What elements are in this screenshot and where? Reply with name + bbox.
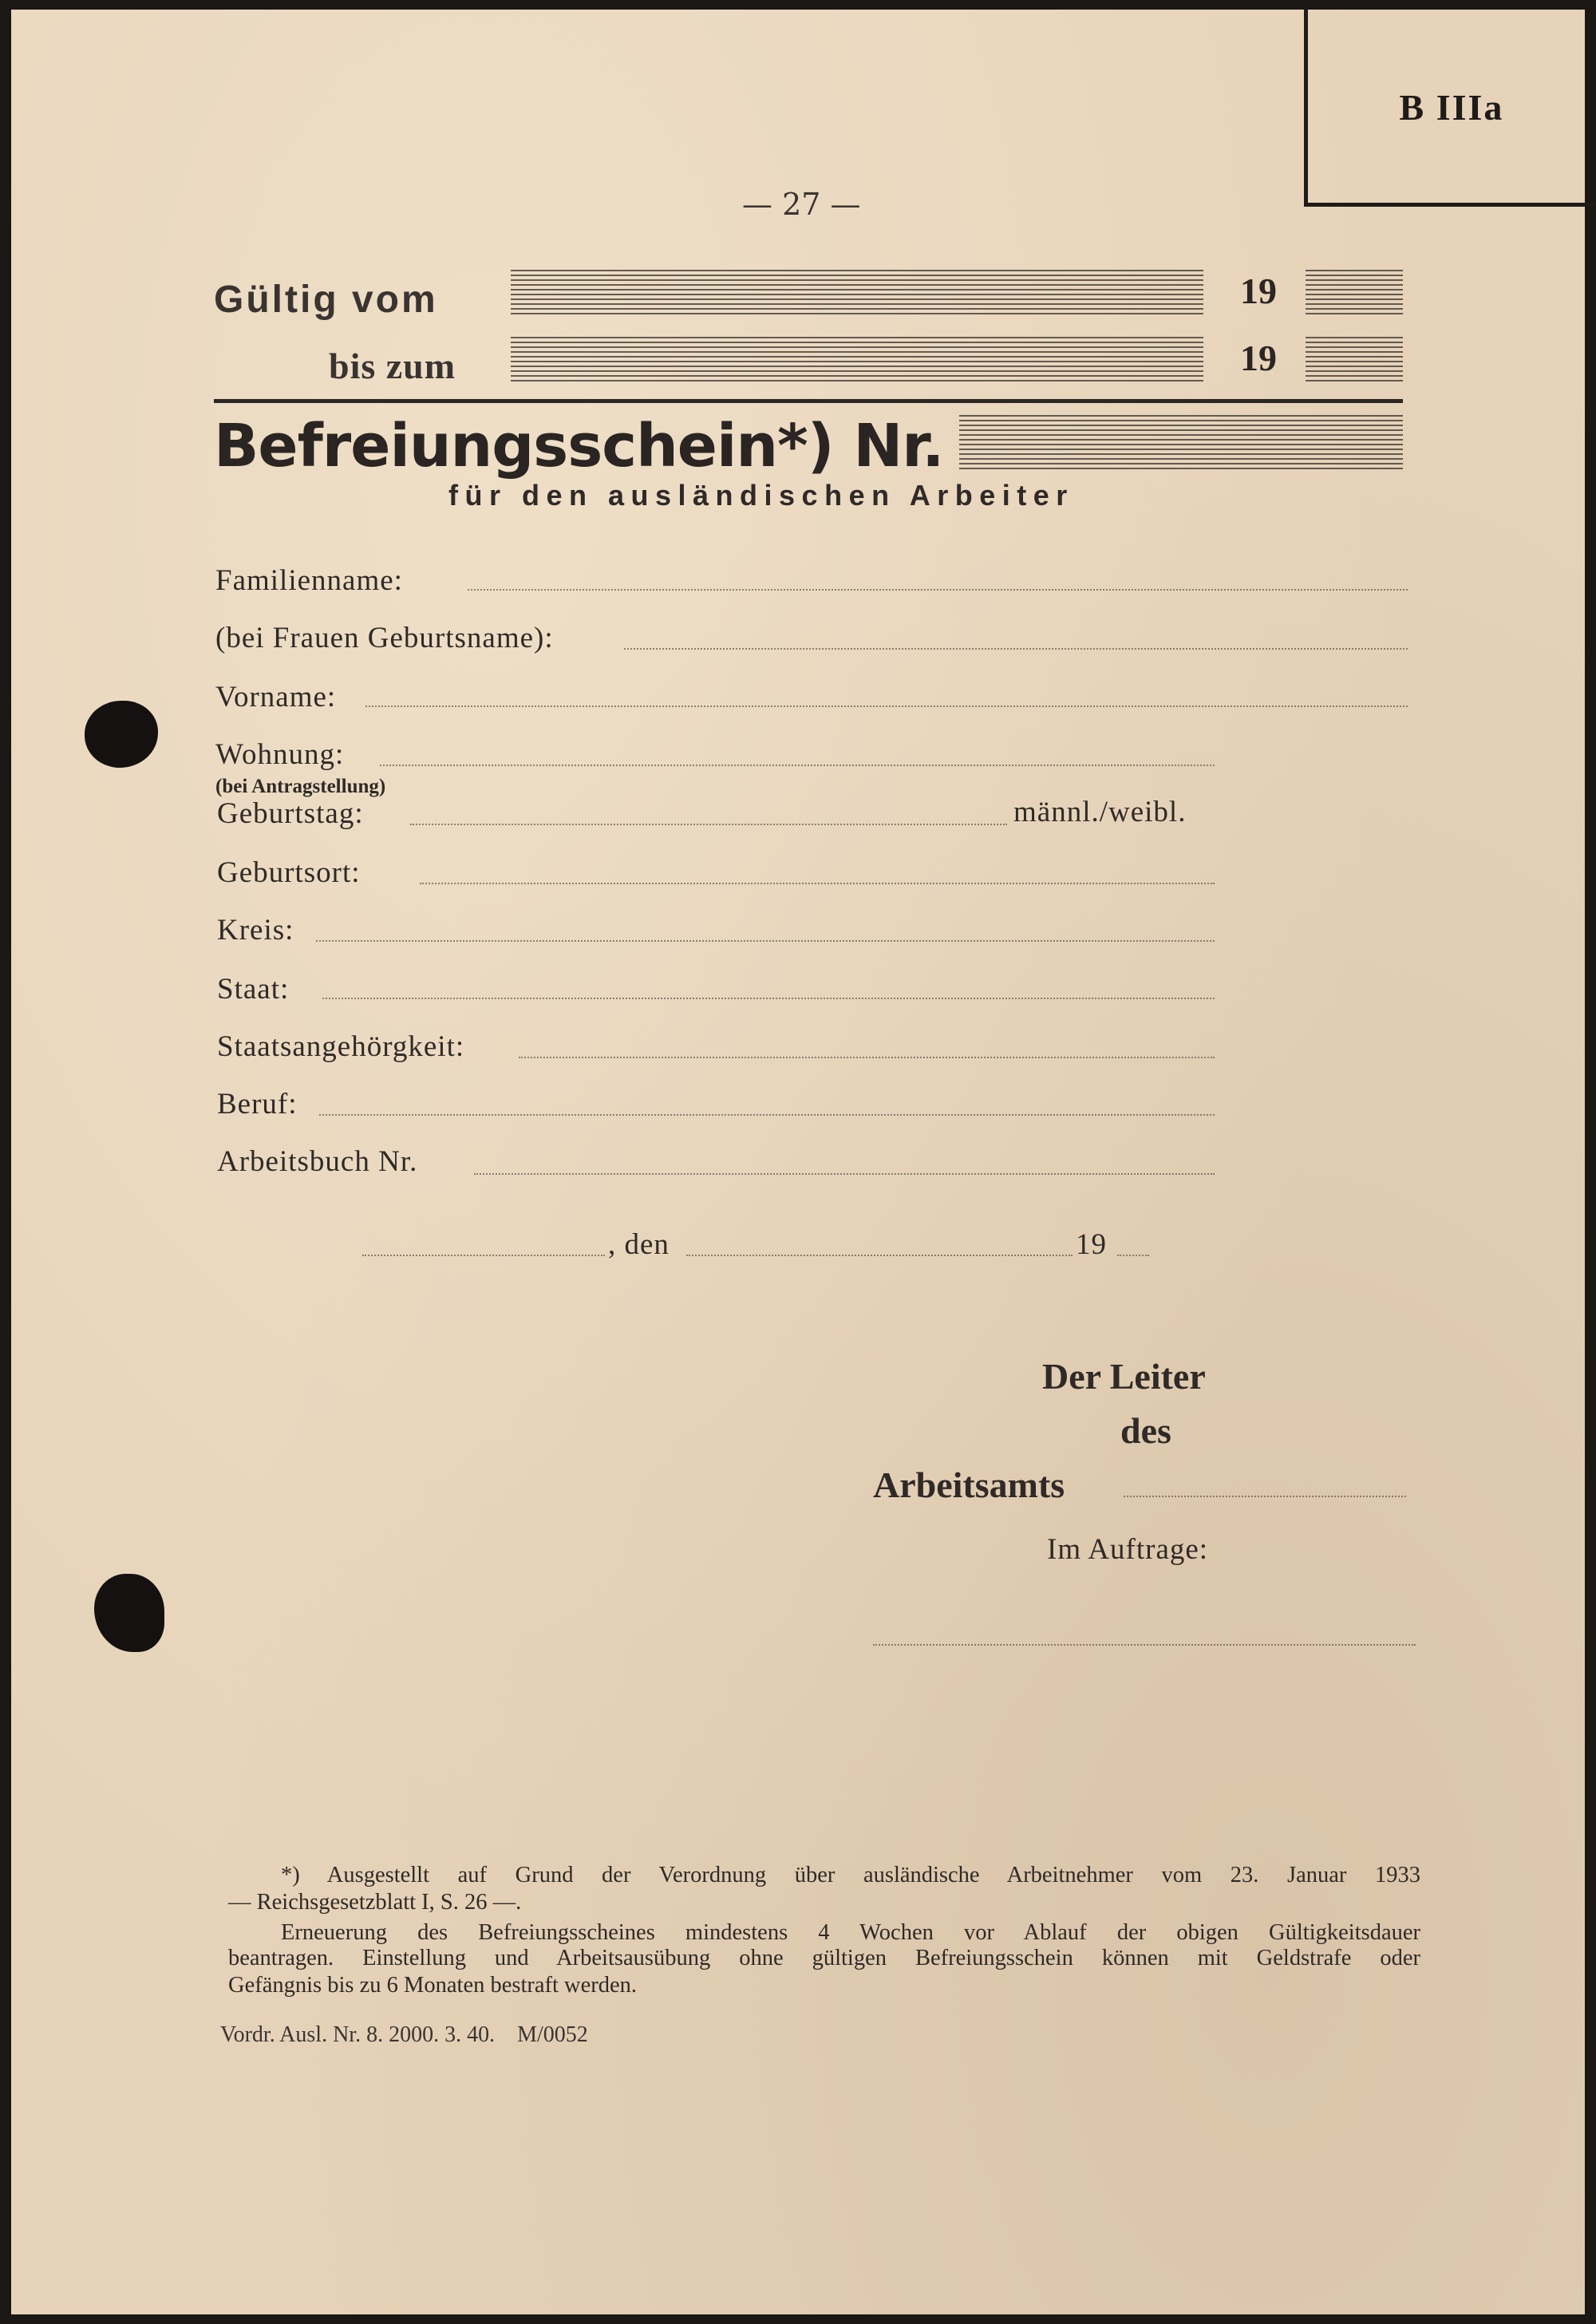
employment-office-line[interactable] bbox=[1124, 1496, 1406, 1497]
occupation-line[interactable] bbox=[319, 1114, 1215, 1116]
signature-leader-line2: des bbox=[1120, 1410, 1171, 1451]
occupation-label: Beruf: bbox=[217, 1088, 298, 1120]
residence-label: Wohnung: bbox=[215, 738, 345, 771]
birthday-label: Geburtstag: bbox=[217, 797, 364, 830]
date-year-line[interactable] bbox=[1117, 1255, 1149, 1256]
page-number: — 27 — bbox=[742, 187, 861, 222]
first-name-line[interactable] bbox=[365, 706, 1408, 707]
signature-leader-line1: Der Leiter bbox=[1042, 1356, 1206, 1397]
form-code-box bbox=[1304, 10, 1595, 207]
footnote-para2-line2: beantragen. Einstellung und Arbeitsausübung ohne gültigen Befreiungsschein können mit Geldstrafe oder bbox=[228, 1946, 1420, 1970]
sex-label: männl./weibl. bbox=[1013, 796, 1187, 828]
document-page bbox=[11, 10, 1585, 2314]
state-line[interactable] bbox=[322, 998, 1215, 999]
document-title: Befreiungsschein*) Nr. bbox=[214, 412, 944, 480]
valid-to-year: 19 bbox=[1240, 338, 1277, 378]
valid-to-label: bis zum bbox=[329, 346, 456, 386]
date-year-label: 19 bbox=[1076, 1228, 1107, 1261]
first-name-label: Vorname: bbox=[215, 681, 337, 713]
work-book-line[interactable] bbox=[474, 1173, 1215, 1175]
by-order-label: Im Auftrage: bbox=[1047, 1533, 1209, 1566]
punch-hole-top bbox=[85, 701, 158, 768]
maiden-name-label: (bei Frauen Geburtsname): bbox=[215, 622, 554, 654]
district-label: Kreis: bbox=[217, 914, 294, 947]
footnote-para2-line3: Gefängnis bis zu 6 Monaten bestraft werden. bbox=[228, 1973, 638, 1998]
footnote-para1-line2: — Reichsgesetzblatt I, S. 26 —. bbox=[228, 1890, 522, 1915]
surname-line[interactable] bbox=[468, 589, 1408, 591]
signature-line[interactable] bbox=[873, 1644, 1416, 1646]
valid-to-year-lines bbox=[1306, 337, 1403, 381]
birthplace-line[interactable] bbox=[420, 883, 1215, 884]
form-print-code: Vordr. Ausl. Nr. 8. 2000. 3. 40. M/0052 bbox=[220, 2022, 588, 2047]
number-lines bbox=[959, 415, 1403, 471]
date-line[interactable] bbox=[686, 1255, 1073, 1256]
maiden-name-line[interactable] bbox=[624, 648, 1408, 650]
valid-from-year: 19 bbox=[1240, 271, 1277, 311]
valid-from-label: Gültig vom bbox=[214, 279, 438, 321]
residence-line[interactable] bbox=[380, 765, 1215, 766]
signature-leader-line3: Arbeitsamts bbox=[873, 1464, 1065, 1505]
valid-from-lines bbox=[511, 270, 1203, 314]
state-label: Staat: bbox=[217, 973, 290, 1006]
header-rule bbox=[214, 399, 1403, 403]
footnote-para2-line1: Erneuerung des Befreiungsscheines mindestens 4 Wochen vor Ablauf der obigen Gültigkeitsdauer bbox=[281, 1920, 1420, 1945]
birthplace-label: Geburtsort: bbox=[217, 856, 361, 889]
form-class-label: B IIIa bbox=[1399, 87, 1504, 128]
residence-note: (bei Antragstellung) bbox=[215, 776, 386, 797]
date-den-label: , den bbox=[608, 1228, 670, 1261]
birthday-line[interactable] bbox=[410, 824, 1007, 825]
footnote-para1-line1: *) Ausgestellt auf Grund der Verordnung über ausländische Arbeitnehmer vom 23. Januar 1933 bbox=[281, 1863, 1420, 1887]
surname-label: Familienname: bbox=[215, 564, 403, 597]
place-line[interactable] bbox=[362, 1255, 605, 1256]
valid-to-lines bbox=[511, 337, 1203, 381]
district-line[interactable] bbox=[316, 940, 1215, 942]
valid-from-year-lines bbox=[1306, 270, 1403, 314]
punch-hole-bottom bbox=[94, 1574, 164, 1652]
citizenship-line[interactable] bbox=[519, 1057, 1215, 1058]
work-book-label: Arbeitsbuch Nr. bbox=[217, 1145, 418, 1178]
citizenship-label: Staatsangehörgkeit: bbox=[217, 1030, 465, 1063]
document-subtitle: für den ausländischen Arbeiter bbox=[448, 479, 1074, 512]
